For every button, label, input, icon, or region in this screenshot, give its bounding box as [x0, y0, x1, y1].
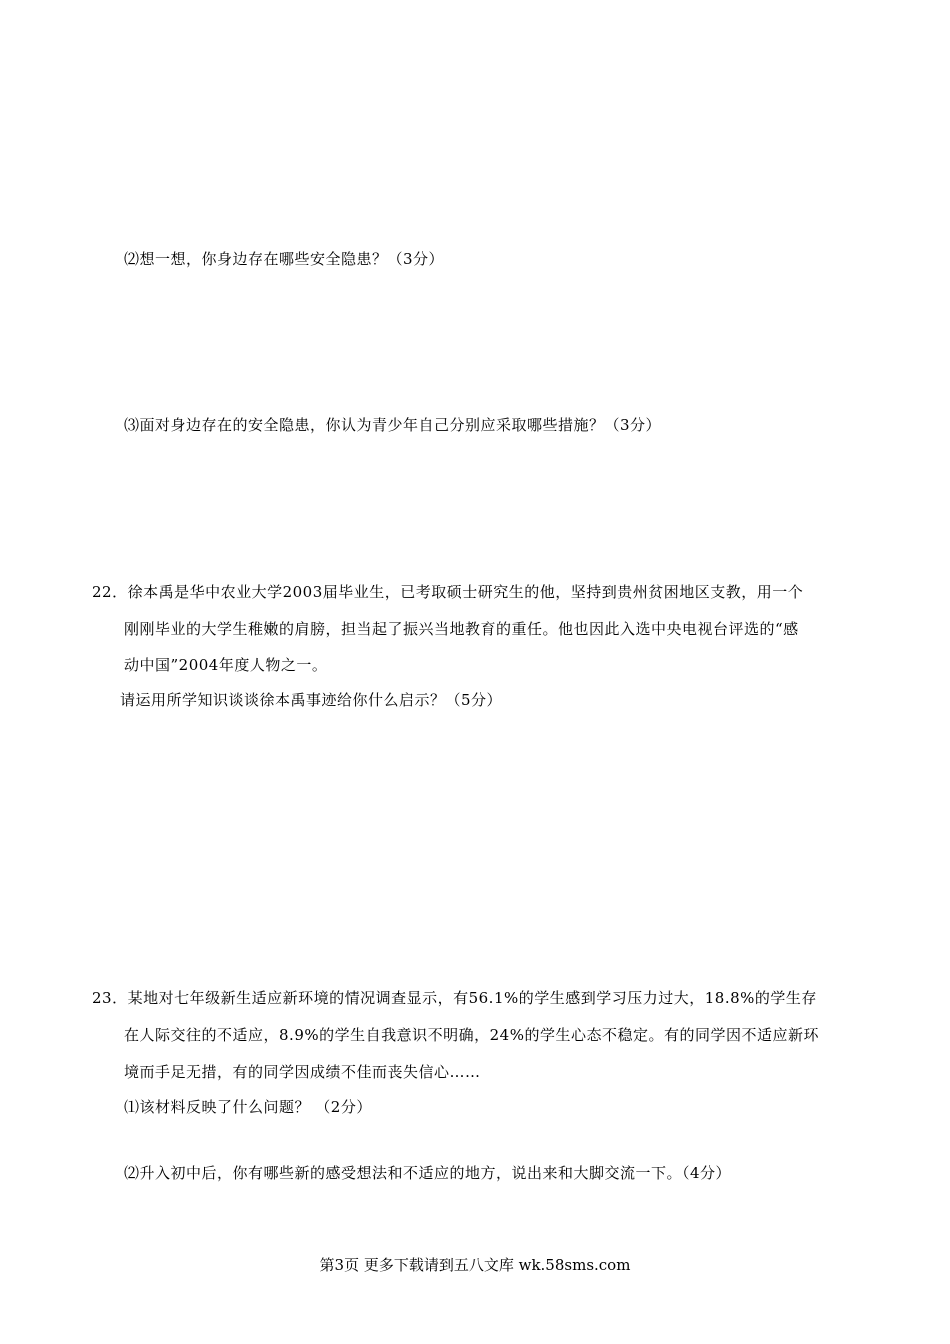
q23-line3: 境而手足无措，有的同学因成绩不佳而丧失信心……: [124, 1063, 481, 1081]
q21-part2: ⑵想一想，你身边存在哪些安全隐患？（3分）: [124, 250, 445, 268]
q22-question: 请运用所学知识谈谈徐本禹事迹给你什么启示？（5分）: [120, 691, 503, 709]
q22-line2: 刚刚毕业的大学生稚嫩的肩膀，担当起了振兴当地教育的重任。他也因此入选中央电视台评选的“感: [124, 620, 799, 638]
q23-part1: ⑴该材料反映了什么问题？ （2分）: [124, 1098, 372, 1116]
q23-line1: 23．某地对七年级新生适应新环境的情况调查显示，有56.1%的学生感到学习压力过大，18.8%的学生存: [92, 989, 817, 1007]
q23-part2: ⑵升入初中后，你有哪些新的感受想法和不适应的地方，说出来和大脚交流一下。（4分）: [124, 1164, 732, 1182]
q22-line1: 22．徐本禹是华中农业大学2003届毕业生，已考取硕士研究生的他，坚持到贵州贫困地区支教，用一个: [92, 583, 804, 601]
q21-part3: ⑶面对身边存在的安全隐患，你认为青少年自己分别应采取哪些措施？（3分）: [124, 416, 662, 434]
q23-line2: 在人际交往的不适应，8.9%的学生自我意识不明确，24%的学生心态不稳定。有的同学因不适应新环: [124, 1026, 819, 1044]
q22-line3: 动中国”2004年度人物之一。: [124, 656, 328, 674]
page-footer: 第3页 更多下载请到五八文库 wk.58sms.com: [319, 1256, 631, 1274]
